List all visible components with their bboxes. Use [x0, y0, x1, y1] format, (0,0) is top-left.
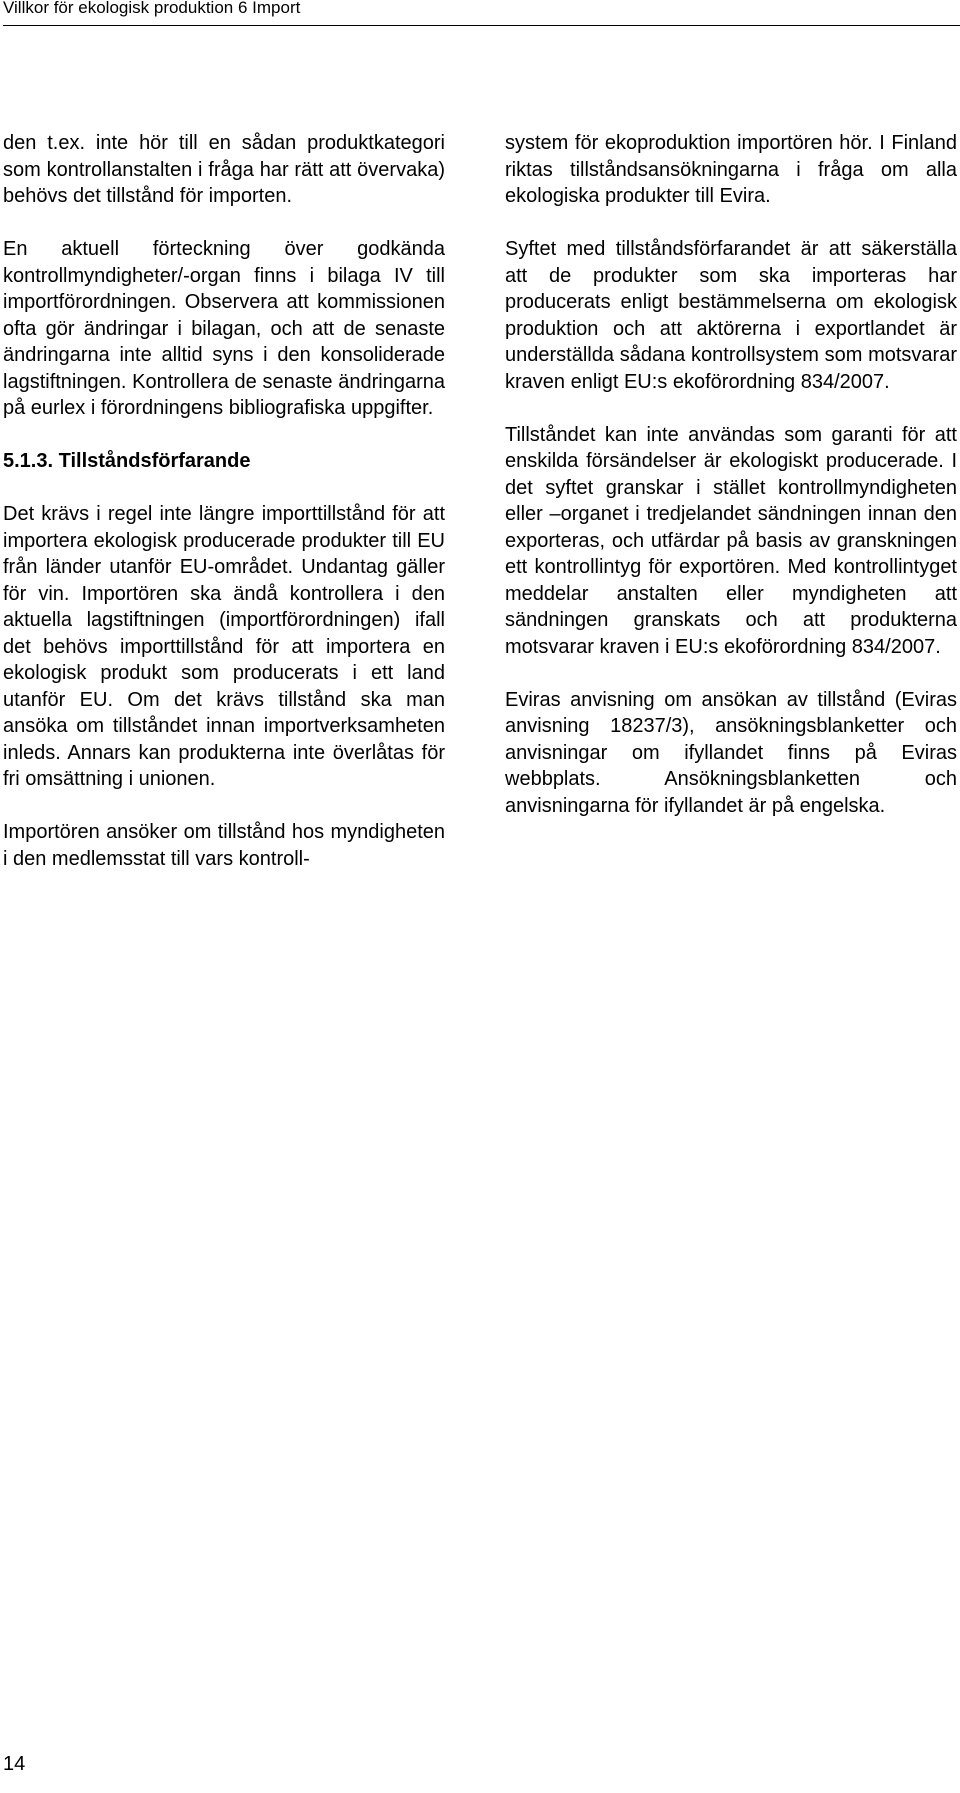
paragraph: Tillståndet kan inte användas som garanti för att enskilda försändelser är ekologiskt producerade. I det syftet granskar i stället kontrollmyndigheten eller –organet i tredjelandet sändningen innan den exporteras, och utfärdar på basis av granskningen ett kontrollintyg för exportören. Med kontrollintyget meddelar anstalten eller myndigheten att sändningen granskats och att produkterna motsvarar kraven i EU:s ekoförordning 834/2007. — [505, 423, 957, 658]
right-column — [505, 130, 957, 846]
paragraph: Syftet med tillståndsförfarandet är att säkerställa att de produkter som ska importeras har producerats enligt bestämmelserna om ekologisk produktion och att aktörerna i exportlandet är underställda sådana kontrollsystem som motsvarar kraven enligt EU:s ekoförordning 834/2007. — [505, 238, 957, 393]
page-number: 14 — [3, 1753, 26, 1775]
paragraph: En aktuell förteckning över godkända kontrollmyndigheter/-organ finns i bilaga IV till importförordningen. Observera att kommissionen ofta gör ändringar i bilagan, och att de senaste ändringarna inte alltid syns i den konsoliderade lagstiftningen. Kontrollera de senaste ändringarna på eurlex i förordningens bibliografiska uppgifter. — [3, 238, 445, 419]
running-header — [3, 0, 960, 26]
paragraph: system för ekoproduktion importören hör. I Finland riktas tillståndsansökningarna i fråga om alla ekologiska produkter till Evira. — [505, 132, 957, 207]
paragraph: Eviras anvisning om ansökan av tillstånd (Eviras anvisning 18237/3), ansökningsblanketter och anvisningar om ifyllandet finns på Eviras webbplats. Ansökningsblanketten och anvisningarna för ifyllandet är på engelska. — [505, 688, 957, 817]
paragraph: den t.ex. inte hör till en sådan produktkategori som kontrollanstalten i fråga har rätt att övervaka) behövs det tillstånd för importen. — [3, 132, 445, 207]
left-column — [3, 130, 445, 899]
running-title: Villkor för ekologisk produktion 6 Import — [3, 0, 301, 17]
section-heading: 5.1.3. Tillståndsförfarande — [3, 450, 251, 472]
paragraph: Importören ansöker om tillstånd hos myndigheten i den medlemsstat till vars kontroll- — [3, 821, 445, 870]
paragraph: Det krävs i regel inte längre importtillstånd för att importera ekologisk producerade produkter till EU från länder utanför EU-området. Undantag gäller för vin. Importören ska ändå kontrollera i den aktuella lagstiftningen (importförordningen) ifall det behövs importtillstånd för att importera en ekologisk produkt som producerats i ett land utanför EU. Om det krävs tillstånd ska man ansöka om tillståndet innan importverksamheten inleds. Annars kan produkterna inte överlåtas för fri omsättning i unionen. — [3, 503, 445, 790]
